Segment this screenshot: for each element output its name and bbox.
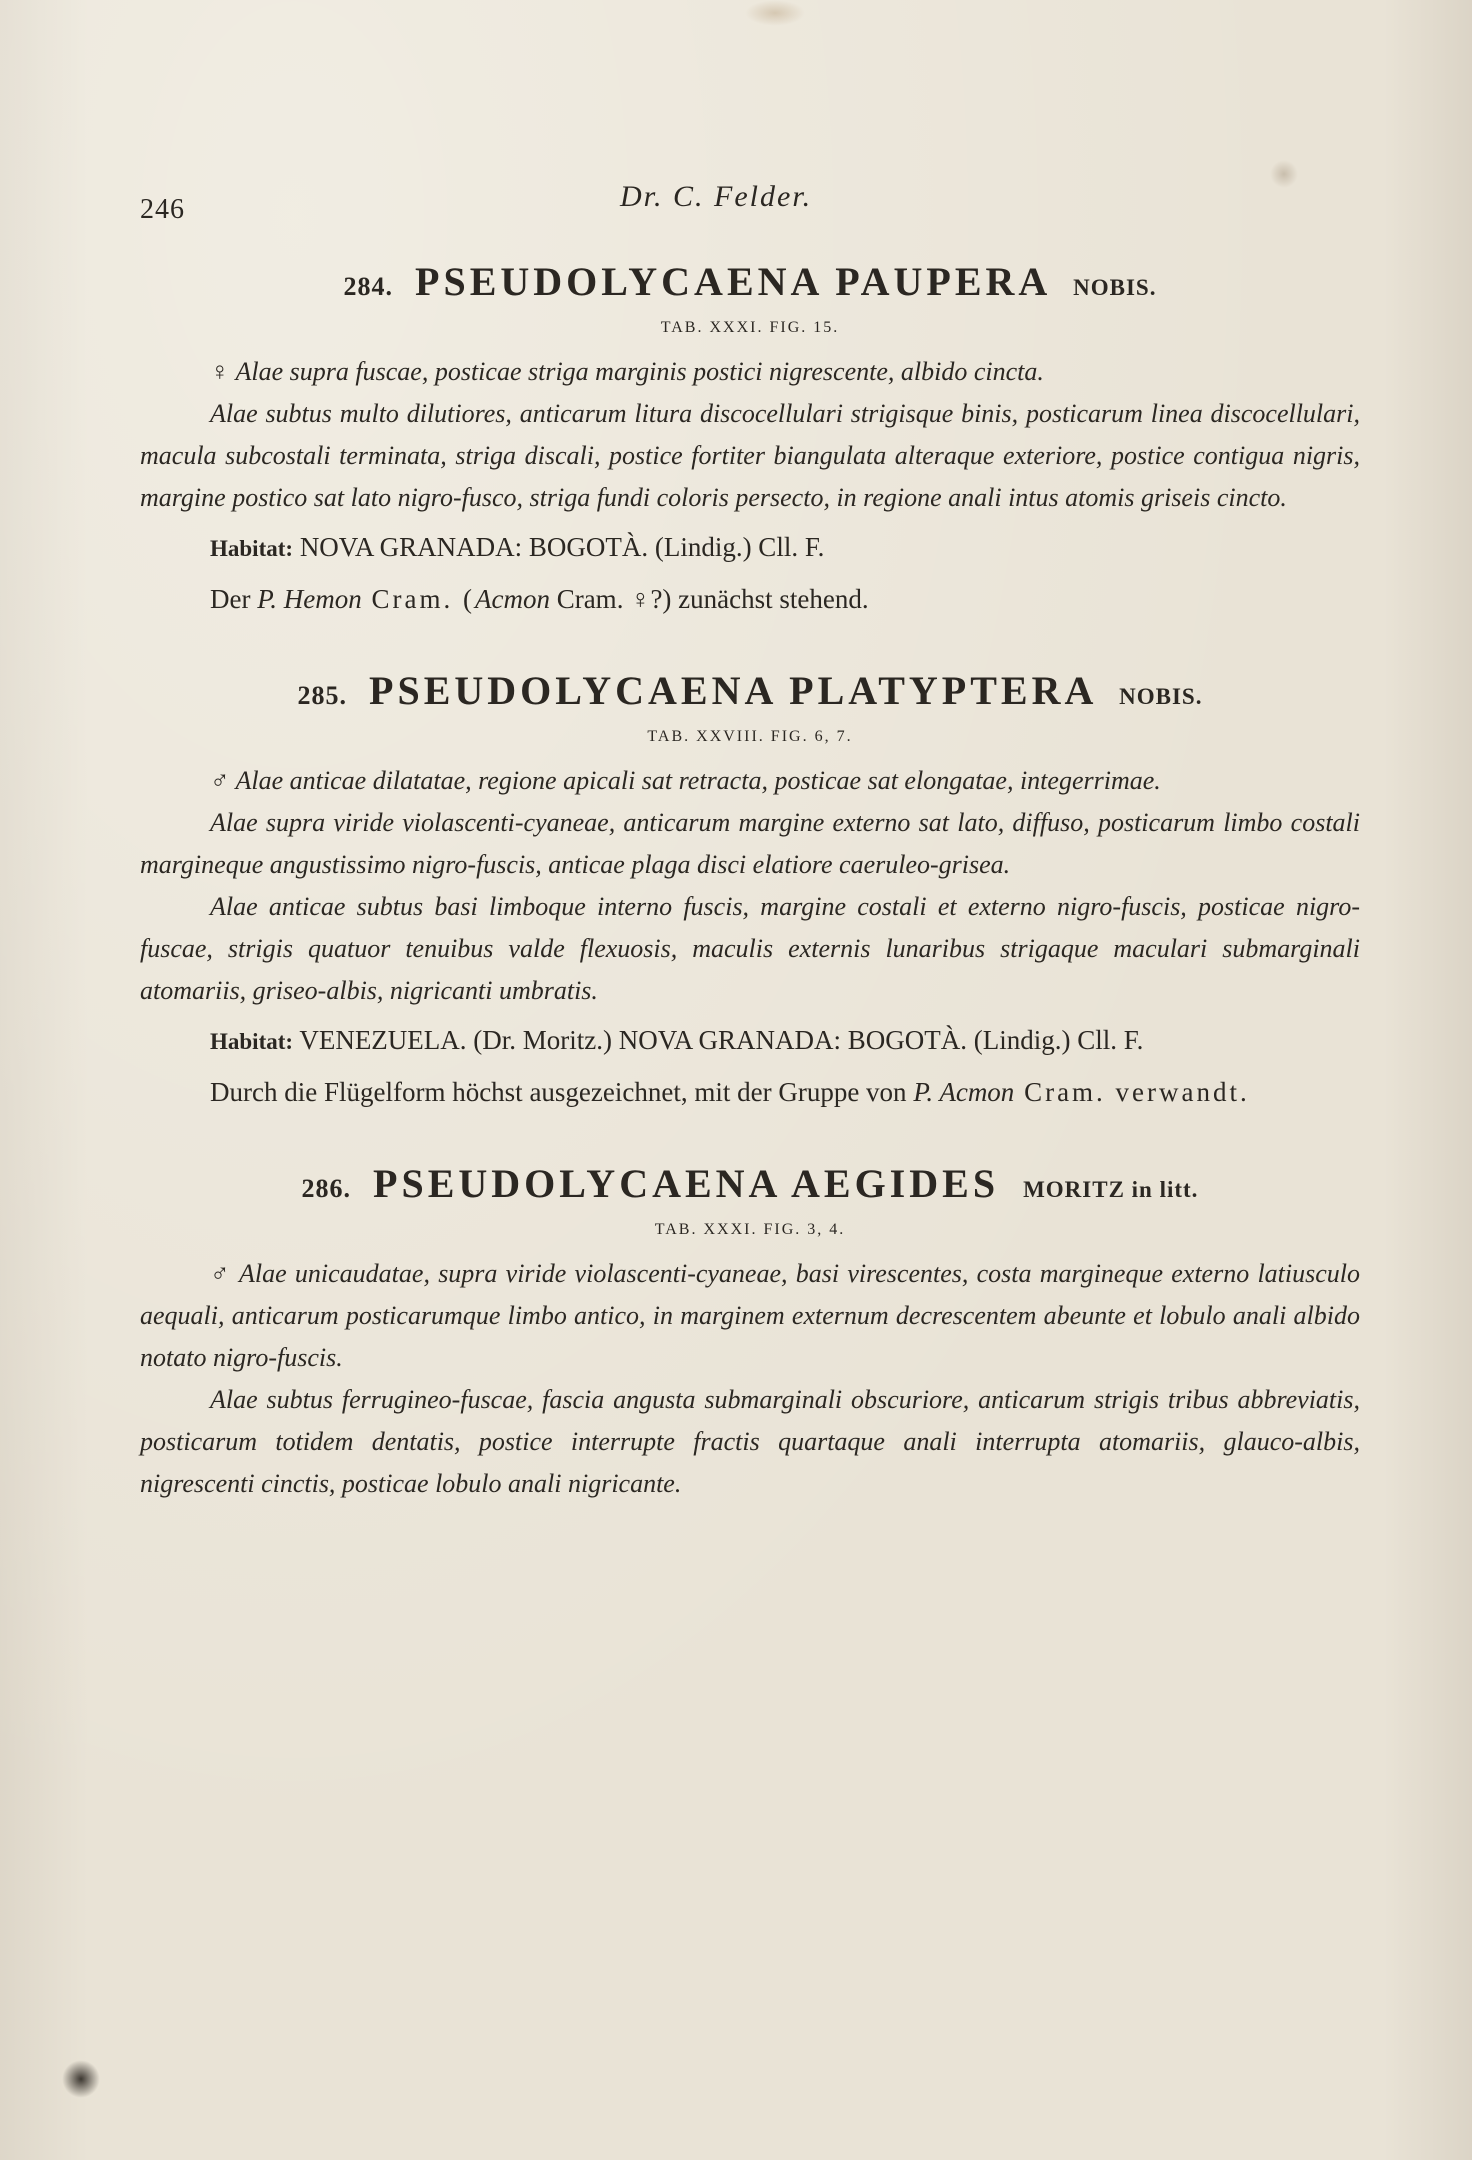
plate-reference: TAB. XXXI. FIG. 15. [660, 319, 840, 336]
latin-description: Alae supra viride violascenti-cyaneae, anticarum margine externo sat lato, diffuso, posticarum limbo costali margineque angustissimo nigro-fuscis, anticae plaga disci elatiore caeruleo-grisea. [140, 808, 1360, 879]
remark-text: Der [210, 584, 258, 614]
latin-description: Alae anticae subtus basi limboque interno fuscis, margine costali et externo nigro-fuscis, posticae nigro-fuscae, strigis quatuor tenuibus valde flexuosis, maculis externis lunaribus strigaque maculari submarginali atomariis, griseo-albis, nigricanti umbratis. [140, 892, 1360, 1005]
species-name: PSEUDOLYCAENA PAUPERA [415, 259, 1050, 304]
habitat-label: Habitat: [210, 536, 294, 561]
page-number: 246 [140, 194, 185, 225]
remark-taxon: P. Acmon [913, 1077, 1015, 1107]
remark-taxon: Acmon [474, 584, 550, 614]
species-name: PSEUDOLYCAENA PLATYPTERA [369, 668, 1096, 713]
page-content [140, 170, 1360, 1505]
species-entry [140, 1160, 1360, 1505]
latin-description: ♀ Alae supra fuscae, posticae striga marginis postici nigrescente, albido cincta. [210, 357, 1044, 386]
running-title: Dr. C. Felder. [620, 180, 813, 213]
ink-smudge [62, 2060, 100, 2098]
remark [140, 1070, 1360, 1114]
remark-taxon: P. Hemon [257, 584, 362, 614]
plate-reference: TAB. XXVIII. FIG. 6, 7. [647, 728, 853, 745]
species-authority: NOBIS. [1119, 684, 1203, 709]
species-entry [140, 667, 1360, 1114]
latin-description: ♂ Alae anticae dilatatae, regione apicali sat retracta, posticae sat elongatae, integerrimae. [210, 766, 1161, 795]
species-entry [140, 258, 1360, 621]
remark-text: Cram. ♀?) zunächst stehend. [549, 584, 869, 614]
remark-text: Cram. verwandt. [1014, 1077, 1250, 1107]
species-authority: MORITZ in litt. [1023, 1177, 1199, 1202]
remark-text: Cram. ( [361, 584, 475, 614]
habitat-text: NOVA GRANADA: BOGOTÀ. (Lindig.) Cll. F. [299, 532, 825, 562]
plate-reference: TAB. XXXI. FIG. 3, 4. [654, 1221, 846, 1238]
species-number: 286. [301, 1174, 352, 1203]
latin-description: Alae subtus ferrugineo-fuscae, fascia angusta submarginali obscuriore, anticarum strigis tribus abbreviatis, posticarum totidem dentatis, postice interrupte fractis quartaque anali interrupta atomariis, glauco-albis, nigrescenti cinctis, posticae lobulo anali nigricante. [140, 1385, 1360, 1498]
species-heading [140, 258, 1360, 305]
habitat-line [140, 1018, 1360, 1064]
running-head [140, 170, 1360, 240]
habitat-line [140, 525, 1360, 571]
habitat-text: VENEZUELA. (Dr. Moritz.) NOVA GRANADA: BOGOTÀ. (Lindig.) Cll. F. [299, 1025, 1144, 1055]
species-number: 285. [297, 681, 348, 710]
habitat-label: Habitat: [210, 1029, 294, 1054]
latin-description: ♂ Alae unicaudatae, supra viride violascenti-cyaneae, basi virescentes, costa margineque externo latiusculo aequali, anticarum posticarumque limbo antico, in marginem externum decrescentem abeunte et lobulo anali albido notato nigro-fuscis. [140, 1259, 1360, 1372]
species-heading [140, 1160, 1360, 1207]
remark-text: Durch die Flügelform höchst ausgezeichnet, mit der Gruppe von [210, 1077, 914, 1107]
species-heading [140, 667, 1360, 714]
species-number: 284. [343, 272, 394, 301]
latin-description: Alae subtus multo dilutiores, anticarum litura discocellulari strigisque binis, posticarum linea discocellulari, macula subcostali terminata, striga discali, postice fortiter biangulata alteraque exteriore, postice contigua nigris, margine postico sat lato nigro-fusco, striga fundi coloris persecto, in regione anali intus atomis griseis cincto. [140, 399, 1360, 512]
foxing-spot [745, 0, 805, 26]
remark [140, 577, 1360, 621]
species-authority: NOBIS. [1073, 275, 1157, 300]
species-name: PSEUDOLYCAENA AEGIDES [373, 1161, 1000, 1206]
